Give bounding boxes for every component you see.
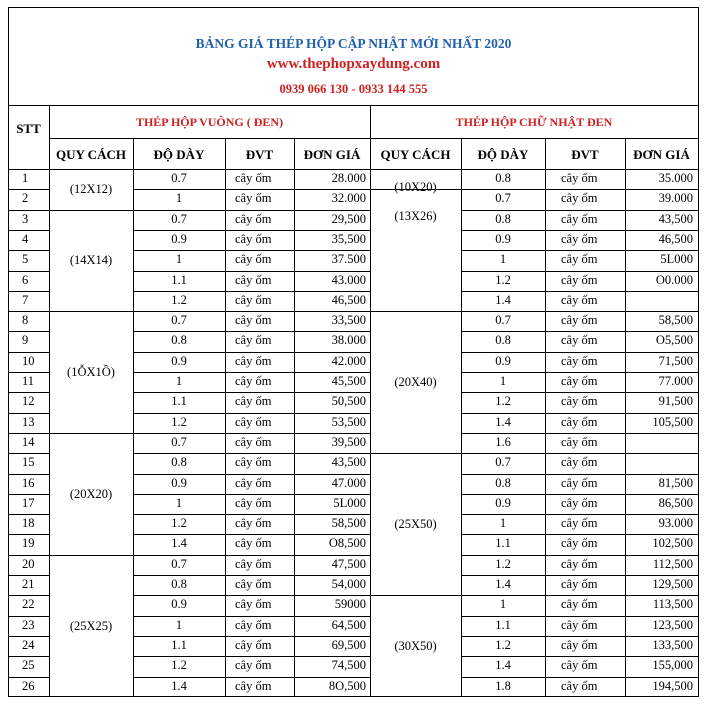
rect-thickness: 1.2 — [495, 394, 511, 409]
square-price: 69,500 — [331, 637, 366, 652]
rect-unit: cây ốm — [561, 171, 598, 185]
square-price: 37.500 — [331, 252, 366, 267]
row-line — [133, 250, 370, 251]
row-stt: 16 — [22, 475, 35, 490]
square-price: 59000 — [334, 597, 366, 612]
square-thickness: 1.2 — [171, 292, 187, 307]
square-thickness: 0.8 — [171, 455, 187, 470]
right-spec-label: (20X40) — [394, 375, 437, 390]
rect-thickness: 0.7 — [495, 313, 511, 328]
row-line — [8, 656, 49, 657]
row-line — [133, 555, 370, 556]
row-stt: 19 — [22, 536, 35, 551]
header-col: ĐVT — [571, 147, 599, 162]
square-price: 35,500 — [331, 231, 366, 246]
rect-unit: cây ốm — [561, 191, 598, 206]
row-stt: 15 — [22, 455, 35, 470]
row-line — [461, 331, 698, 332]
right-spec-label: (10X20) — [394, 180, 437, 194]
row-line — [133, 494, 370, 495]
square-unit: cây ốm — [235, 211, 272, 226]
row-line — [8, 595, 49, 596]
rect-unit: cây ốm — [561, 597, 598, 612]
table-bottom-border — [8, 696, 698, 697]
row-line — [8, 677, 49, 678]
rect-unit: cây ốm — [561, 577, 598, 591]
square-thickness: 1.2 — [171, 658, 187, 673]
square-unit: cây ốm — [235, 556, 272, 571]
square-thickness: 1 — [175, 495, 183, 510]
spec-group-border — [49, 555, 133, 556]
row-stt: 18 — [22, 516, 35, 531]
row-stt: 24 — [22, 637, 35, 652]
square-unit: cây ốm — [235, 577, 272, 591]
row-line — [8, 474, 49, 475]
row-line — [133, 189, 370, 190]
square-thickness: 0.9 — [171, 353, 187, 368]
header-col: ĐỘ DÀY — [153, 147, 205, 162]
row-line — [461, 616, 698, 617]
rect-price: 102,500 — [652, 536, 693, 551]
left-spec-label: (1ỖX1Ồ) — [67, 365, 115, 379]
square-price: 47.000 — [331, 475, 366, 490]
row-stt: 12 — [22, 394, 35, 409]
rect-price: 129,500 — [652, 577, 693, 591]
square-unit: cây ốm — [235, 353, 272, 368]
square-thickness: 1.4 — [171, 536, 187, 551]
rect-price: 123,500 — [652, 617, 693, 632]
frame-top-border — [8, 7, 698, 8]
square-price: 45,500 — [331, 374, 366, 388]
square-price: O8,500 — [328, 536, 366, 551]
square-thickness: 0.7 — [171, 171, 187, 185]
row-line — [133, 210, 370, 211]
row-stt: 6 — [22, 272, 29, 287]
square-unit: cây ốm — [235, 171, 272, 185]
square-thickness: 0.7 — [171, 556, 187, 571]
square-thickness: 0.7 — [171, 211, 187, 226]
square-price: 74,500 — [331, 658, 366, 673]
header-square-group: THÉP HỘP VUÔNG ( ĐEN) — [135, 115, 284, 129]
square-thickness: 1 — [175, 252, 183, 267]
row-line — [8, 534, 49, 535]
square-unit: cây ốm — [235, 434, 272, 449]
rect-price: 133,500 — [652, 637, 693, 652]
rect-thickness: 0.7 — [495, 455, 511, 470]
square-thickness: 1.1 — [171, 394, 187, 409]
rect-thickness: 0.8 — [495, 211, 511, 226]
square-price: 29,500 — [331, 211, 366, 226]
rect-price: 194,500 — [652, 678, 693, 693]
row-stt: 7 — [22, 292, 29, 307]
row-line — [461, 474, 698, 475]
row-line — [133, 311, 370, 312]
square-price: 5L000 — [333, 495, 366, 510]
row-line — [133, 656, 370, 657]
square-price: 33,500 — [331, 313, 366, 328]
rect-thickness: 1.2 — [495, 637, 511, 652]
square-unit: cây ốm — [235, 536, 272, 551]
square-price: 58,500 — [331, 516, 366, 531]
spec-group-border — [49, 210, 133, 211]
rect-thickness: 0.7 — [495, 191, 511, 206]
rect-price: 86,500 — [658, 495, 693, 510]
row-line — [133, 271, 370, 272]
row-stt: 5 — [22, 252, 29, 267]
header-col: ĐỘ DÀY — [477, 147, 529, 162]
rect-unit: cây ốm — [561, 394, 598, 409]
header-divider — [49, 138, 698, 139]
row-line — [8, 575, 49, 576]
rect-thickness: 1 — [499, 597, 507, 612]
row-line — [133, 230, 370, 231]
square-price: 43,500 — [331, 455, 366, 470]
row-line — [8, 189, 49, 190]
left-spec-label: (25X25) — [69, 618, 113, 633]
rect-thickness: 1.1 — [495, 536, 511, 551]
spec-group-border — [49, 311, 133, 312]
row-stt: 13 — [22, 414, 35, 429]
spec-group-border — [49, 433, 133, 434]
row-line — [133, 372, 370, 373]
right-spec-label: (25X50) — [394, 517, 437, 532]
row-line — [8, 311, 49, 312]
rect-unit: cây ốm — [561, 434, 598, 449]
frame-right-border — [698, 7, 699, 697]
square-unit: cây ốm — [235, 495, 272, 510]
rect-price: 71,500 — [658, 353, 693, 368]
row-line — [133, 575, 370, 576]
row-line — [133, 616, 370, 617]
header-col: QUY CÁCH — [56, 147, 126, 162]
square-unit: cây ốm — [235, 597, 272, 612]
square-thickness: 0.8 — [171, 577, 187, 591]
row-stt: 14 — [22, 434, 35, 449]
row-line — [8, 291, 49, 292]
square-unit: cây ốm — [235, 231, 272, 246]
rect-unit: cây ốm — [561, 658, 598, 673]
rect-thickness: 1.4 — [495, 292, 511, 307]
row-line — [133, 331, 370, 332]
spec-group-border — [370, 453, 461, 454]
row-line — [8, 514, 49, 515]
rect-unit: cây ốm — [561, 231, 598, 246]
square-price: 28.000 — [331, 171, 366, 185]
square-thickness: 1.1 — [171, 637, 187, 652]
rect-unit: cây ốm — [561, 333, 598, 348]
row-stt: 1 — [22, 171, 29, 185]
rect-price: 58,500 — [658, 313, 693, 328]
square-thickness: 1 — [175, 617, 183, 632]
rect-price: 5L000 — [660, 252, 693, 267]
square-unit: cây ốm — [235, 292, 272, 307]
rect-thickness: 1.2 — [495, 556, 511, 571]
rect-thickness: 0.8 — [495, 171, 511, 185]
square-unit: cây ốm — [235, 455, 272, 470]
square-price: 53,500 — [331, 414, 366, 429]
rect-price: 113,500 — [652, 597, 693, 612]
row-stt: 23 — [22, 617, 35, 632]
spec-group-border — [370, 595, 461, 596]
rect-unit: cây ốm — [561, 252, 598, 267]
row-stt: 25 — [22, 658, 35, 673]
header-col: QUY CÁCH — [380, 147, 451, 162]
rect-price: O0.000 — [655, 272, 693, 287]
square-thickness: 1.4 — [171, 678, 187, 693]
square-unit: cây ốm — [235, 637, 272, 652]
rect-thickness: 0.9 — [495, 231, 511, 246]
square-unit: cây ốm — [235, 313, 272, 328]
rect-price: 91,500 — [658, 394, 693, 409]
square-price: 46,500 — [331, 292, 366, 307]
square-thickness: 1.2 — [171, 414, 187, 429]
rect-price: 39.000 — [658, 191, 693, 206]
row-line — [461, 534, 698, 535]
row-stt: 22 — [22, 597, 35, 612]
row-line — [133, 677, 370, 678]
row-line — [133, 453, 370, 454]
row-stt: 3 — [22, 211, 29, 226]
square-price: 39,500 — [331, 434, 366, 449]
rect-price: O5,500 — [655, 333, 693, 348]
square-price: 42.000 — [331, 353, 366, 368]
row-line — [8, 372, 49, 373]
left-spec-label: (14X14) — [69, 253, 113, 268]
row-line — [8, 230, 49, 231]
rect-thickness: 1.2 — [495, 272, 511, 287]
row-line — [461, 392, 698, 393]
rect-price: 46,500 — [658, 231, 693, 246]
square-thickness: 0.8 — [171, 333, 187, 348]
row-line — [461, 311, 698, 312]
website-url[interactable]: www.thephopxaydung.com — [266, 56, 441, 72]
rect-unit: cây ốm — [561, 617, 598, 632]
square-unit: cây ốm — [235, 516, 272, 531]
row-line — [461, 636, 698, 637]
rect-thickness: 0.8 — [495, 333, 511, 348]
row-line — [461, 575, 698, 576]
row-line — [133, 291, 370, 292]
square-unit: cây ốm — [235, 394, 272, 409]
square-unit: cây ốm — [235, 658, 272, 673]
rect-price: 43,500 — [658, 211, 693, 226]
row-line — [133, 474, 370, 475]
row-line — [461, 595, 698, 596]
square-price: 38.000 — [331, 333, 366, 348]
rect-unit: cây ốm — [561, 292, 598, 307]
rect-thickness: 1 — [499, 252, 507, 267]
row-stt: 17 — [22, 495, 35, 510]
header-bottom — [8, 169, 698, 170]
row-line — [461, 372, 698, 373]
row-line — [8, 250, 49, 251]
square-thickness: 0.7 — [171, 434, 187, 449]
rect-thickness: 1 — [499, 516, 507, 531]
row-line — [133, 595, 370, 596]
rect-unit: cây ốm — [561, 516, 598, 531]
rect-thickness: 1.4 — [495, 414, 511, 429]
rect-price: 105,500 — [652, 414, 693, 429]
row-line — [461, 433, 698, 434]
rect-unit: cây ốm — [561, 495, 598, 510]
square-thickness: 0.7 — [171, 313, 187, 328]
rect-price: 81,500 — [658, 475, 693, 490]
row-line — [461, 656, 698, 657]
rect-unit: cây ốm — [561, 475, 598, 490]
square-thickness: 0.9 — [171, 597, 187, 612]
header-col: ĐVT — [245, 147, 274, 162]
row-line — [461, 453, 698, 454]
square-price: 43.000 — [331, 272, 366, 287]
row-stt: 9 — [22, 333, 29, 348]
rect-unit: cây ốm — [561, 374, 598, 388]
row-line — [8, 392, 49, 393]
square-unit: cây ốm — [235, 374, 272, 388]
rect-thickness: 1.8 — [495, 678, 511, 693]
rect-thickness: 1.6 — [495, 434, 511, 449]
row-line — [8, 636, 49, 637]
square-thickness: 1.1 — [171, 272, 187, 287]
square-unit: cây ốm — [235, 272, 272, 287]
rect-unit: cây ốm — [561, 678, 598, 693]
rect-unit: cây ốm — [561, 414, 598, 429]
phone-numbers: 0939 066 130 - 0933 144 555 — [279, 82, 428, 96]
row-line — [461, 352, 698, 353]
rect-thickness: 0.8 — [495, 475, 511, 490]
row-line — [8, 210, 49, 211]
row-line — [461, 230, 698, 231]
rect-thickness: 1.4 — [495, 577, 511, 591]
square-price: 50,500 — [331, 394, 366, 409]
rect-unit: cây ốm — [561, 556, 598, 571]
rect-thickness: 1.1 — [495, 617, 511, 632]
row-line — [8, 453, 49, 454]
header-stt: STT — [16, 121, 41, 136]
row-line — [461, 291, 698, 292]
square-unit: cây ốm — [235, 252, 272, 267]
table-top-border — [8, 105, 698, 106]
row-line — [133, 392, 370, 393]
square-unit: cây ốm — [235, 475, 272, 490]
row-stt: 2 — [22, 191, 29, 206]
right-spec-label: (13X26) — [394, 209, 437, 224]
right-spec-label: (30X50) — [394, 639, 437, 654]
rect-price: 35.000 — [658, 171, 693, 185]
row-stt: 11 — [22, 374, 35, 388]
square-thickness: 1 — [175, 374, 183, 388]
square-price: 47,500 — [331, 556, 366, 571]
row-line — [133, 433, 370, 434]
square-unit: cây ốm — [235, 191, 272, 206]
rect-unit: cây ốm — [561, 455, 598, 470]
header-rect-group: THÉP HỘP CHỮ NHẬT ĐEN — [455, 115, 613, 129]
row-line — [8, 555, 49, 556]
square-price: 8O,500 — [328, 678, 366, 693]
rect-price: 112,500 — [652, 556, 693, 571]
row-line — [133, 534, 370, 535]
left-spec-label: (12X12) — [69, 182, 113, 197]
header-col: ĐƠN GIÁ — [303, 147, 361, 162]
row-stt: 20 — [22, 556, 35, 571]
row-stt: 10 — [22, 353, 35, 368]
rect-price: 155,000 — [652, 658, 693, 673]
row-line — [133, 636, 370, 637]
row-line — [461, 250, 698, 251]
row-line — [133, 352, 370, 353]
rect-unit: cây ốm — [561, 637, 598, 652]
square-thickness: 1.2 — [171, 516, 187, 531]
row-line — [133, 514, 370, 515]
square-unit: cây ốm — [235, 333, 272, 348]
col-line — [545, 138, 546, 697]
rect-unit: cây ốm — [561, 353, 598, 368]
row-line — [8, 433, 49, 434]
row-line — [8, 616, 49, 617]
square-unit: cây ốm — [235, 678, 272, 693]
square-price: 54,000 — [331, 577, 366, 591]
rect-price: 77.000 — [658, 374, 693, 388]
row-line — [461, 413, 698, 414]
row-line — [461, 677, 698, 678]
square-unit: cây ốm — [235, 414, 272, 429]
rect-unit: cây ốm — [561, 313, 598, 328]
row-line — [461, 555, 698, 556]
rect-thickness: 0.9 — [495, 353, 511, 368]
square-thickness: 0.9 — [171, 231, 187, 246]
square-price: 32.000 — [331, 191, 366, 206]
row-stt: 4 — [22, 231, 29, 246]
rect-thickness: 1 — [499, 374, 507, 388]
row-line — [8, 352, 49, 353]
row-line — [8, 331, 49, 332]
square-thickness: 0.9 — [171, 475, 187, 490]
row-stt: 21 — [22, 577, 35, 591]
rect-unit: cây ốm — [561, 536, 598, 551]
row-stt: 8 — [22, 313, 29, 328]
header-col: ĐƠN GIÁ — [633, 147, 690, 162]
rect-unit: cây ốm — [561, 211, 598, 226]
row-line — [8, 413, 49, 414]
row-line — [133, 413, 370, 414]
row-line — [8, 271, 49, 272]
square-unit: cây ốm — [235, 617, 272, 632]
sheet-title: BẢNG GIÁ THÉP HỘP CẬP NHẬT MỚI NHẤT 2020 — [195, 36, 512, 51]
row-line — [461, 494, 698, 495]
row-stt: 26 — [22, 678, 35, 693]
row-line — [461, 210, 698, 211]
row-line — [8, 494, 49, 495]
left-spec-label: (20X20) — [69, 486, 113, 501]
rect-thickness: 1.4 — [495, 658, 511, 673]
row-line — [461, 514, 698, 515]
row-line — [461, 271, 698, 272]
col-line — [225, 138, 226, 697]
spec-group-border — [370, 311, 461, 312]
square-price: 64,500 — [331, 617, 366, 632]
rect-unit: cây ốm — [561, 272, 598, 287]
rect-thickness: 0.9 — [495, 495, 511, 510]
square-thickness: 1 — [175, 191, 183, 206]
row-line — [461, 189, 698, 190]
rect-price: 93.000 — [658, 516, 693, 531]
